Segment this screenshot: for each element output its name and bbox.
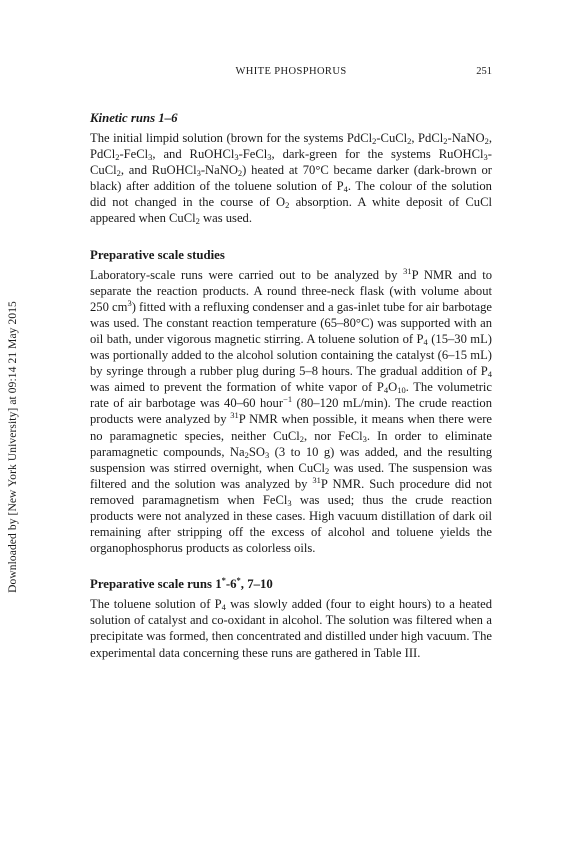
- page-header: [90, 66, 492, 82]
- section-kinetic-runs: [90, 110, 492, 227]
- section-preparative-studies: [90, 247, 492, 557]
- download-watermark: [2, 288, 24, 606]
- page-body: [90, 110, 492, 661]
- section-heading: Kinetic runs 1–6: [90, 111, 178, 125]
- section-heading: Preparative scale runs 1*-6*, 7–10: [90, 575, 273, 592]
- paragraph: Laboratory-scale runs were carried out to be analyzed by $^{31}$P NMR and to separate the reaction products. A round three-neck flask (with volume about 250 $cm^3$) fitted with a refluxing condenser and a gas-inlet tube for air barbotage was used. The constant reaction temperature (65–80°C) was supported with an oil bath, under vigorous magnetic stirring. A toluene solution of $P_4$ (15–30 mL) was portionally added to the alcohol solution containing the catalyst (6–15 mL) by syringe through a rubber plug during 5–8 hours. The gradual addition of $P_4$ was aimed to prevent the formation of white vapor of $P_4O_{10}$. The volumetric rate of air barbotage was 40–60 hour$^{-1}$ (80–120 mL/min). The crude reaction products were analyzed by $^{31}$P NMR when possible, it means when there were no paramagnetic species, neither CuCl$_2$, nor FeCl$_3$. In order to eliminate paramagnetic compounds, $Na_2SO_3$ (3 to 10 g) was added, and the resulting suspension was stirred overnight, when CuCl$_2$ was used. The suspension was filtered and the solution was analyzed by $^{31}$P NMR. Such procedure did not removed paramagnetism when FeCl$_3$ was used; thus the crude reaction products were not analyzed in these cases. High vacuum distillation of dark oil remaining after stripping off the excess of alcohol and toluene yields the organophosphorus products as colorless oils.: [90, 265, 493, 556]
- section-heading: Preparative scale studies: [90, 247, 225, 262]
- paragraph: The toluene solution of $P_4$ was slowly added (four to eight hours) to a heated solution of catalyst and co-oxidant in alcohol. The solution was filtered when a precipitate was formed, then concentrated and distilled under high vacuum. The experimental data concerning these runs are gathered in Table III.: [90, 597, 492, 660]
- running-title: WHITE PHOSPHORUS: [235, 66, 347, 77]
- page-number: 251: [476, 66, 492, 77]
- section-preparative-runs: [90, 576, 492, 660]
- paragraph: The initial limpid solution (brown for the systems PdCl$_2$-CuCl$_2$, PdCl$_2$-NaNO$_2$, PdCl$_2$-FeCl$_3$, and RuOHCl$_3$-FeCl$_3$, dark-green for the systems RuOHCl$_3$-CuCl$_2$, and RuOHCl$_3$-NaNO$_2$) heated at 70°C became darker (dark-brown or black) after addition of the toluene solution of $P_4$. The colour of the solution did not changed in the course of $O_2$ absorption. A white deposit of CuCl appeared when CuCl$_2$ was used.: [90, 131, 493, 227]
- download-note: Downloaded by [New York University] at 09:14 21 May 2015: [7, 301, 19, 593]
